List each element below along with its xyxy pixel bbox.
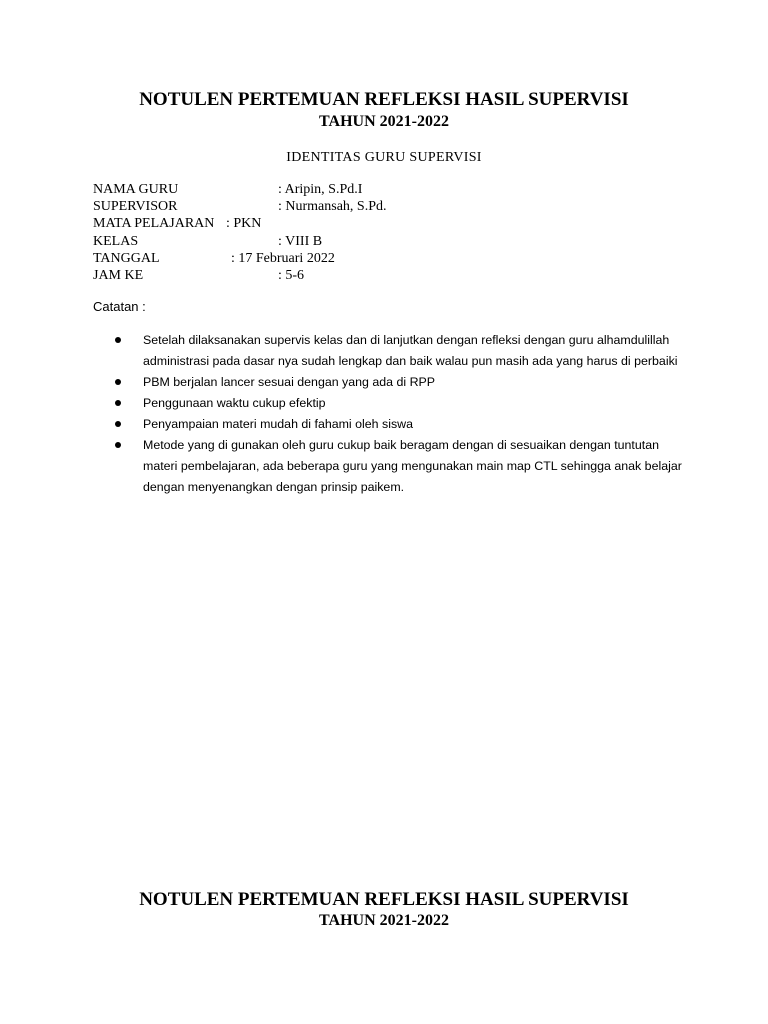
notes-label: Catatan : (93, 299, 146, 314)
bullet-icon (115, 400, 121, 406)
second-page-year: TAHUN 2021-2022 (319, 912, 449, 929)
bullet-icon (115, 379, 121, 385)
identity-row-tanggal (93, 250, 593, 267)
list-item (93, 414, 693, 435)
identity-value: : Nurmansah, S.Pd. (278, 199, 387, 215)
list-item (93, 372, 693, 393)
note-text: Metode yang di gunakan oleh guru cukup baik beragam dengan di sesuaikan dengan tuntutan materi pembelajaran, ada beberapa guru yang mengunakan main map CTL sehingga anak belajar dengan menyenangkan dengan prinsip paikem. (143, 438, 682, 494)
identity-row-supervisor (93, 198, 593, 215)
identity-value: : 5-6 (278, 267, 305, 283)
bullet-icon (115, 337, 121, 343)
list-item (93, 435, 693, 498)
identity-value: : PKN (226, 216, 262, 232)
identity-label: SUPERVISOR (93, 199, 178, 215)
notes-list (93, 330, 693, 498)
identity-value: : VIII B (278, 233, 323, 249)
identity-label: NAMA GURU (93, 182, 179, 197)
identity-label: MATA PELAJARAN (93, 216, 215, 232)
bullet-icon (115, 421, 121, 427)
list-item (93, 330, 693, 372)
identity-block (93, 181, 593, 284)
note-text: PBM berjalan lancer sesuai dengan yang ada di RPP (143, 375, 436, 389)
note-text: Setelah dilaksanakan supervis kelas dan di lanjutkan dengan refleksi dengan guru alhamdulillah administrasi pada dasar nya sudah lengkap dan baik walau pun masih ada yang harus di perbaiki (143, 333, 678, 368)
identity-value: : 17 Februari 2022 (231, 250, 335, 266)
identity-row-jam-ke (93, 267, 593, 284)
identity-label: JAM KE (93, 267, 144, 283)
note-text: Penggunaan waktu cukup efektip (143, 396, 326, 410)
identity-row-kelas (93, 233, 593, 250)
identity-value: : Aripin, S.Pd.I (278, 182, 363, 197)
page-title: NOTULEN PERTEMUAN REFLEKSI HASIL SUPERVISI (139, 89, 629, 110)
second-page-title: NOTULEN PERTEMUAN REFLEKSI HASIL SUPERVISI (139, 889, 629, 910)
page-year: TAHUN 2021-2022 (319, 113, 449, 130)
identity-label: KELAS (93, 233, 139, 249)
identity-row-nama-guru (93, 181, 593, 198)
note-text: Penyampaian materi mudah di fahami oleh siswa (143, 417, 413, 431)
list-item (93, 393, 693, 414)
bullet-icon (115, 442, 121, 448)
identity-row-mata-pelajaran (93, 215, 593, 232)
identity-heading: IDENTITAS GURU SUPERVISI (286, 150, 482, 165)
identity-label: TANGGAL (93, 250, 160, 266)
